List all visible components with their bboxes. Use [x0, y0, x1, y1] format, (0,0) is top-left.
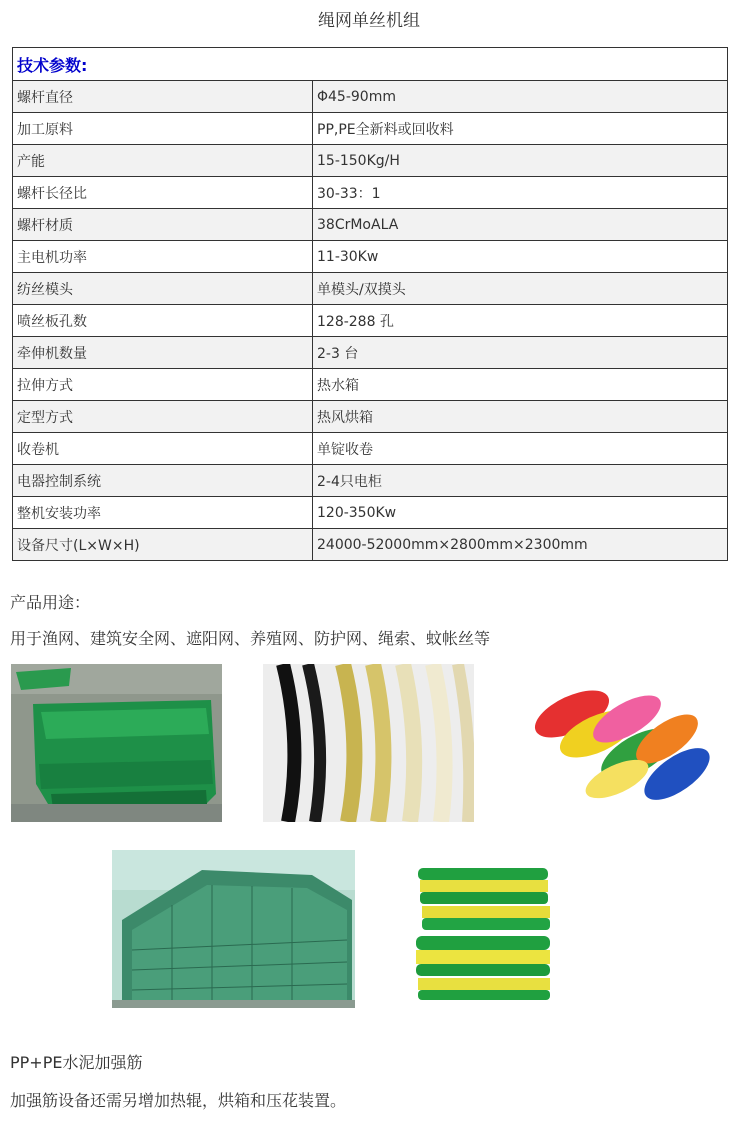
spec-name: 设备尺寸(L×W×H) [13, 529, 313, 561]
spec-value: 15-150Kg/H [313, 145, 728, 177]
spec-row [13, 465, 728, 497]
spec-value: 2-4只电柜 [313, 465, 728, 497]
spec-row [13, 337, 728, 369]
spec-value: 热水箱 [313, 369, 728, 401]
spec-table [12, 47, 728, 561]
spec-name: 定型方式 [13, 401, 313, 433]
spec-value: Φ45-90mm [313, 81, 728, 113]
colored-rope-photo [517, 664, 728, 822]
spec-value: 热风烘箱 [313, 401, 728, 433]
spec-name: 牵伸机数量 [13, 337, 313, 369]
spec-value: 2-3 台 [313, 337, 728, 369]
spec-name: 产能 [13, 145, 313, 177]
rope-photo [263, 664, 474, 822]
spec-name: 螺杆直径 [13, 81, 313, 113]
spec-row [13, 177, 728, 209]
spec-name: 拉伸方式 [13, 369, 313, 401]
spec-row [13, 529, 728, 561]
striped-net-photo [408, 850, 557, 1008]
spec-row [13, 81, 728, 113]
spec-value: PP,PE全新料或回收料 [313, 113, 728, 145]
spec-name: 螺杆材质 [13, 209, 313, 241]
spec-name: 螺杆长径比 [13, 177, 313, 209]
spec-row [13, 241, 728, 273]
spec-value: 120-350Kw [313, 497, 728, 529]
spec-value: 128-288 孔 [313, 305, 728, 337]
spec-row [13, 273, 728, 305]
spec-name: 加工原料 [13, 113, 313, 145]
spec-value: 单锭收卷 [313, 433, 728, 465]
spec-value: 38CrMoALA [313, 209, 728, 241]
spec-value: 24000-52000mm×2800mm×2300mm [313, 529, 728, 561]
spec-name: 整机安装功率 [13, 497, 313, 529]
green-net-photo [11, 664, 222, 822]
spec-row [13, 369, 728, 401]
building-net-photo [112, 850, 355, 1008]
spec-row [13, 209, 728, 241]
spec-name: 喷丝板孔数 [13, 305, 313, 337]
spec-row [13, 497, 728, 529]
spec-name: 收卷机 [13, 433, 313, 465]
pp-text: 加强筋设备还需另增加热辊，烘箱和压花装置。 [10, 1091, 347, 1110]
pp-heading: PP+PE水泥加强筋 [10, 1053, 143, 1072]
spec-row [13, 401, 728, 433]
spec-value: 11-30Kw [313, 241, 728, 273]
spec-header: 技术参数: [13, 48, 728, 81]
usage-text: 用于渔网、建筑安全网、遮阳网、养殖网、防护网、绳索、蚊帐丝等 [10, 629, 491, 648]
spec-row [13, 433, 728, 465]
spec-row [13, 145, 728, 177]
spec-row [13, 305, 728, 337]
spec-value: 单模头/双摸头 [313, 273, 728, 305]
spec-name: 主电机功率 [13, 241, 313, 273]
page-title: 绳网单丝机组 [318, 11, 420, 31]
spec-row [13, 113, 728, 145]
spec-name: 纺丝模头 [13, 273, 313, 305]
spec-name: 电器控制系统 [13, 465, 313, 497]
spec-value: 30-33：1 [313, 177, 728, 209]
usage-heading: 产品用途： [10, 593, 91, 612]
